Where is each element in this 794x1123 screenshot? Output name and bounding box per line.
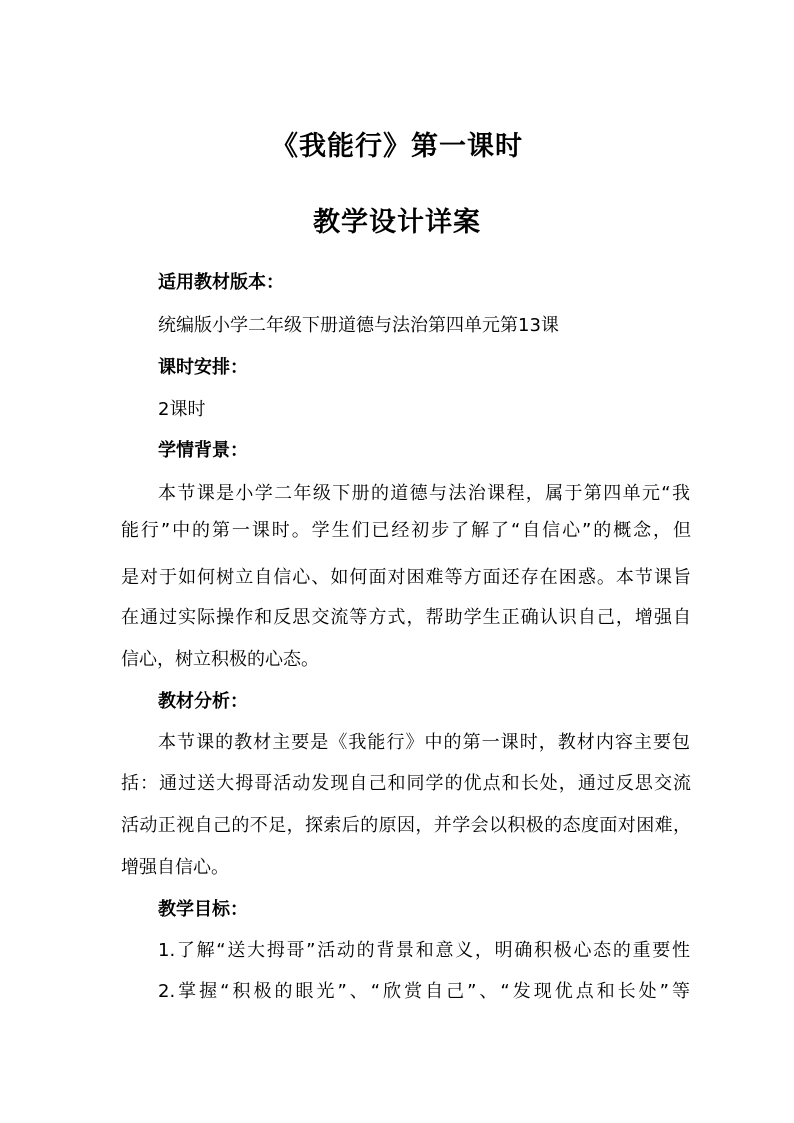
section-heading-student-background: 学情背景： [158,440,248,461]
section-heading-material-analysis: 教材分析： [158,691,248,712]
textbook-version-text: 统编版小学二年级下册道德与法治第四单元第13课 [158,315,559,336]
objective-item: 2.掌握“积极的眼光”、“欣赏自己”、“发现优点和长处”等 [158,981,690,1002]
section-heading-schedule: 课时安排： [158,357,248,378]
objective-item: 1.了解“送大拇哥”活动的背景和意义，明确积极心态的重要性 [158,940,690,961]
schedule-text: 2课时 [158,399,206,420]
paragraph-line: 信心，树立积极的心态。 [121,649,319,670]
paragraph-line: 本节课的教材主要是《我能行》中的第一课时，教材内容主要包 [158,732,690,753]
section-heading-textbook-version: 适用教材版本： [158,272,284,293]
section-heading-teaching-objectives: 教学目标： [158,899,248,920]
paragraph-line: 在通过实际操作和反思交流等方式，帮助学生正确认识自己，增强自 [121,607,691,628]
paragraph-line: 括：通过送大拇哥活动发现自己和同学的优点和长处，通过反思交流 [121,773,691,794]
paragraph-line: 是对于如何树立自信心、如何面对困难等方面还存在困惑。本节课旨 [121,567,691,588]
document-title: 《我能行》第一课时 [271,131,523,162]
document-subtitle: 教学设计详案 [313,207,481,238]
paragraph-line: 活动正视自己的不足，探索后的原因，并学会以积极的态度面对困难， [121,815,691,836]
paragraph-line: 能行”中的第一课时。学生们已经初步了解了“自信心”的概念，但 [121,520,691,541]
paragraph-line: 增强自信心。 [121,857,229,878]
paragraph-line: 本节课是小学二年级下册的道德与法治课程，属于第四单元“我 [158,483,690,504]
